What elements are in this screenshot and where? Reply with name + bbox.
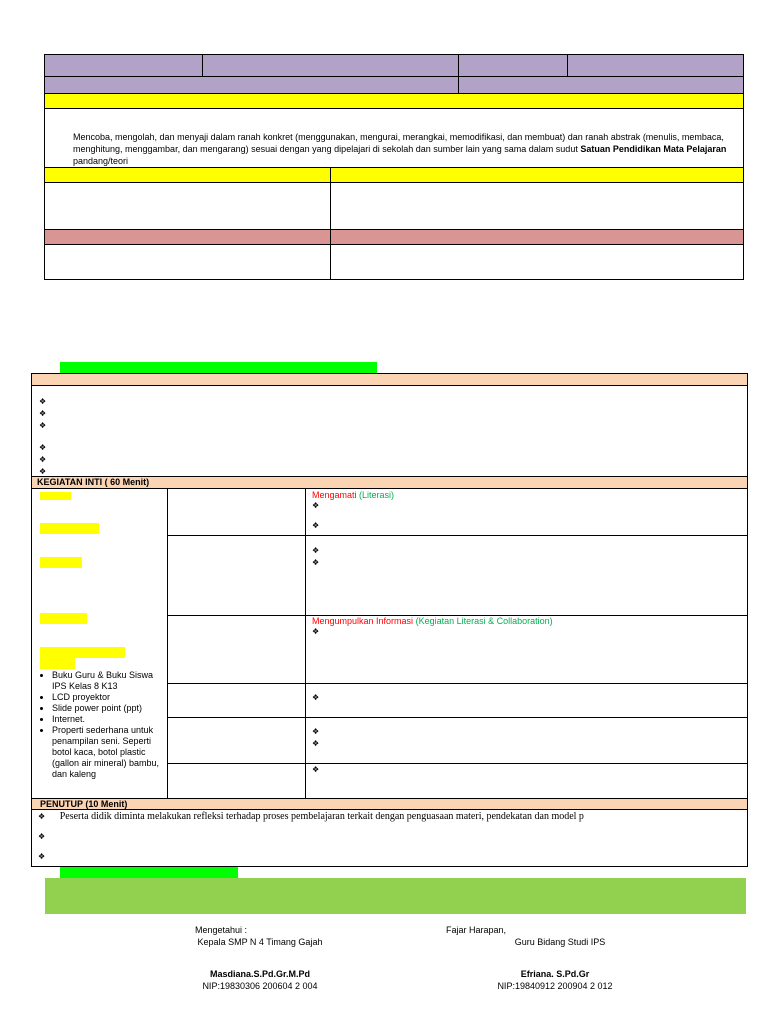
- left-signature-line1: Mengetahui :: [195, 925, 248, 935]
- bullet-icon: ❖: [38, 812, 46, 821]
- penutup-text: Peserta didik diminta melakukan refleksi terhadap proses pembelajaran terkait dengan penguasaan materi, pendekatan dan model p: [59, 811, 584, 822]
- bullet-icon: ❖: [312, 765, 320, 774]
- middle-cell-1: [167, 488, 306, 536]
- bullet-icon: ❖: [312, 693, 320, 702]
- competency-tail: pandang/teori: [73, 156, 129, 166]
- section-bar-yellow: [44, 93, 744, 109]
- content-cell-left-2: [44, 244, 331, 280]
- tools-list: [34, 670, 166, 780]
- bullet-icon: ❖: [39, 409, 47, 418]
- bullet-icon: ❖: [39, 467, 47, 476]
- highlight-label-6: [40, 658, 75, 669]
- header-cell-2: [202, 54, 459, 77]
- bullet-icon: ❖: [312, 501, 320, 510]
- left-signature-line2: Kepala SMP N 4 Timang Gajah: [197, 937, 323, 947]
- right-cell-2: [305, 535, 748, 616]
- right-cell-6: [305, 763, 748, 799]
- penutup-body: [31, 809, 748, 867]
- mengamati-label: Mengamati: [312, 490, 357, 500]
- header-cell-4: [567, 54, 744, 77]
- list-item: • Slide power point (ppt): [52, 703, 166, 714]
- right-cell-5: [305, 717, 748, 764]
- kolaborasi-label: (Kegiatan Literasi & Collaboration): [415, 616, 553, 626]
- bullet-icon: ❖: [312, 546, 320, 555]
- content-cell-left-1: [44, 182, 331, 230]
- right-signature-line1: Fajar Harapan,: [446, 925, 507, 935]
- right-signature-nip: NIP:19840912 200904 2 012: [497, 981, 613, 991]
- header-row2-cell-1: [44, 76, 459, 94]
- row-yellow-left: [44, 167, 331, 183]
- bullet-icon: ❖: [39, 421, 47, 430]
- literasi-label: (Literasi): [359, 490, 395, 500]
- right-signature-line2: Guru Bidang Studi IPS: [514, 937, 606, 947]
- right-cell-3: [305, 615, 748, 684]
- row-rose-right: [330, 229, 744, 245]
- right-cell-1: [305, 488, 748, 536]
- header-cell-1: [44, 54, 203, 77]
- competency-text: Mencoba, mengolah, dan menyaji dalam ranah konkret (menggunakan, mengurai, merangkai, memodifikasi, dan membuat) dan ranah abstrak (menulis, membaca, menghitung, menggambar, dan mengarang) sesuai dengan yang dipelajari di sekolah dan sumber lain yang sama dalam sudut: [73, 132, 724, 154]
- penutup-label: PENUTUP (10 Menit): [40, 799, 128, 809]
- middle-cell-5: [167, 717, 306, 764]
- right-cell-4: [305, 683, 748, 718]
- left-signature-name: Masdiana.S.Pd.Gr.M.Pd: [209, 969, 311, 979]
- mengumpulkan-label: Mengumpulkan Informasi: [312, 616, 414, 626]
- middle-cell-3: [167, 615, 306, 684]
- highlight-label-3: [40, 557, 82, 568]
- list-item: • Buku Guru & Buku Siswa IPS Kelas 8 K13: [52, 670, 166, 692]
- row-yellow-right: [330, 167, 744, 183]
- left-column: [31, 488, 168, 799]
- list-item: • LCD proyektor: [52, 692, 166, 703]
- highlight-label-1: [40, 492, 71, 500]
- tools-list-wrap: [34, 670, 166, 780]
- kegiatan-inti-label: KEGIATAN INTI ( 60 Menit): [37, 477, 150, 487]
- left-signature-nip: NIP:19830306 200604 2 004: [202, 981, 318, 991]
- header-row2-cell-2: [458, 76, 744, 94]
- competency-cell: [44, 108, 744, 168]
- row-rose-left: [44, 229, 331, 245]
- list-item: • Internet.: [52, 714, 166, 725]
- content-cell-right-1: [330, 182, 744, 230]
- bullet-icon: ❖: [39, 455, 47, 464]
- bullet-icon: ❖: [38, 832, 46, 841]
- bullet-icon: ❖: [312, 521, 320, 530]
- highlight-label-5: [40, 647, 125, 658]
- bullet-icon: ❖: [38, 852, 46, 861]
- right-signature-name: Efriana. S.Pd.Gr: [520, 969, 590, 979]
- middle-cell-2: [167, 535, 306, 616]
- bullet-icon: ❖: [312, 558, 320, 567]
- middle-cell-4: [167, 683, 306, 718]
- content-cell-right-2: [330, 244, 744, 280]
- bullet-icon: ❖: [312, 727, 320, 736]
- list-item: • Properti sederhana untuk penampilan seni. Seperti botol kaca, botol plastic (gallon air mineral) bambu, dan kaleng: [52, 725, 166, 780]
- bottom-band-lightgreen: [45, 878, 746, 914]
- header-cell-3: [458, 54, 568, 77]
- bullet-icon: ❖: [312, 739, 320, 748]
- highlight-label-2: [40, 523, 99, 534]
- pendahuluan-body: [31, 385, 748, 477]
- bullet-icon: ❖: [312, 627, 320, 636]
- highlight-label-4: [40, 613, 87, 624]
- bullet-icon: ❖: [39, 397, 47, 406]
- middle-cell-6: [167, 763, 306, 799]
- bullet-icon: ❖: [39, 443, 47, 452]
- competency-bold: Satuan Pendidikan Mata Pelajaran: [580, 144, 727, 154]
